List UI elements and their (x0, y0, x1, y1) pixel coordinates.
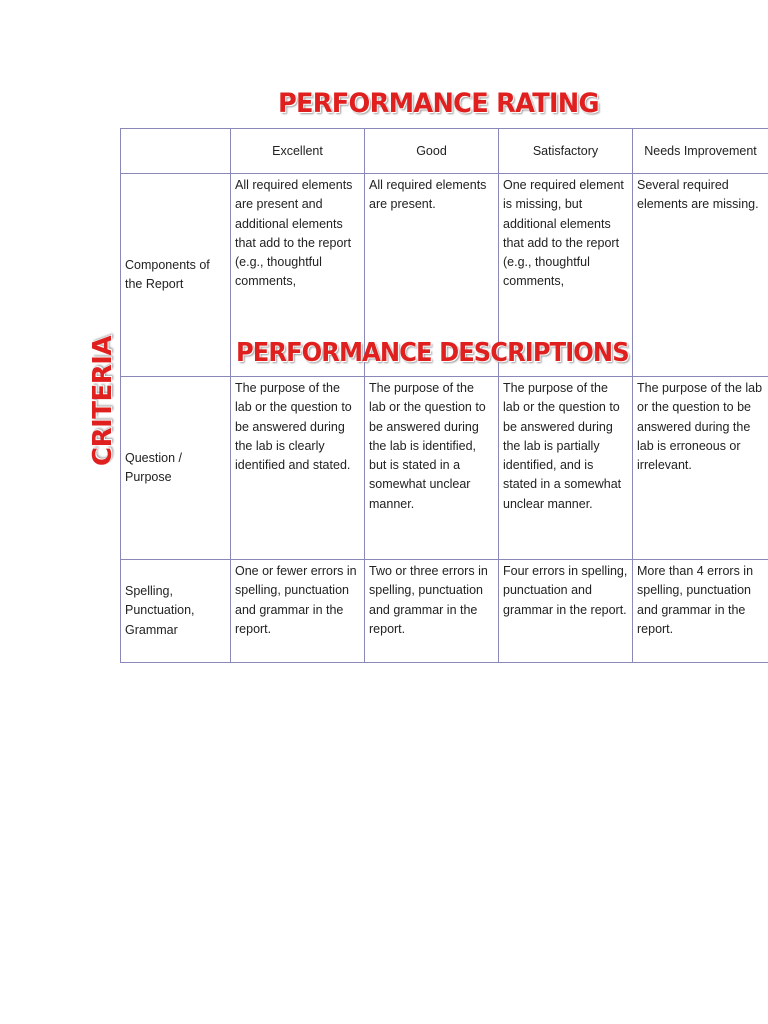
description-cell: Two or three errors in spelling, punctuation and grammar in the report. (365, 560, 499, 663)
header-cell-good: Good (365, 129, 499, 174)
description-cell: The purpose of the lab or the question to be answered during the lab is identified, but is stated in a somewhat unclear manner. (365, 377, 499, 560)
table-row (121, 377, 768, 560)
rubric-table (120, 128, 768, 663)
description-cell: All required elements are present. (365, 174, 499, 377)
header-row (121, 129, 768, 174)
criterion-cell: Question / Purpose (121, 377, 231, 560)
header-cell-empty (121, 129, 231, 174)
header-cell-excellent: Excellent (231, 129, 365, 174)
description-cell: One required element is missing, but additional elements that add to the report (e.g., thoughtful comments, (499, 174, 633, 377)
description-cell: One or fewer errors in spelling, punctuation and grammar in the report. (231, 560, 365, 663)
criterion-cell: Spelling, Punctuation, Grammar (121, 560, 231, 663)
header-cell-needs-improvement: Needs Improvement (633, 129, 768, 174)
description-cell: The purpose of the lab or the question to be answered during the lab is clearly identified and stated. (231, 377, 365, 560)
criterion-cell: Components of the Report (121, 174, 231, 377)
criteria-heading: CRITERIA (88, 335, 118, 466)
header-cell-satisfactory: Satisfactory (499, 129, 633, 174)
description-cell: More than 4 errors in spelling, punctuation and grammar in the report. (633, 560, 768, 663)
performance-rating-heading: PERFORMANCE RATING (278, 88, 599, 119)
performance-descriptions-heading: PERFORMANCE DESCRIPTIONS (236, 338, 629, 368)
description-cell: Several required elements are missing. (633, 174, 768, 377)
table-row (121, 560, 768, 663)
description-cell: The purpose of the lab or the question to be answered during the lab is partially identified, and is stated in a somewhat unclear manner. (499, 377, 633, 560)
description-cell: All required elements are present and additional elements that add to the report (e.g., thoughtful comments, (231, 174, 365, 377)
description-cell: The purpose of the lab or the question to be answered during the lab is erroneous or irrelevant. (633, 377, 768, 560)
description-cell: Four errors in spelling, punctuation and grammar in the report. (499, 560, 633, 663)
